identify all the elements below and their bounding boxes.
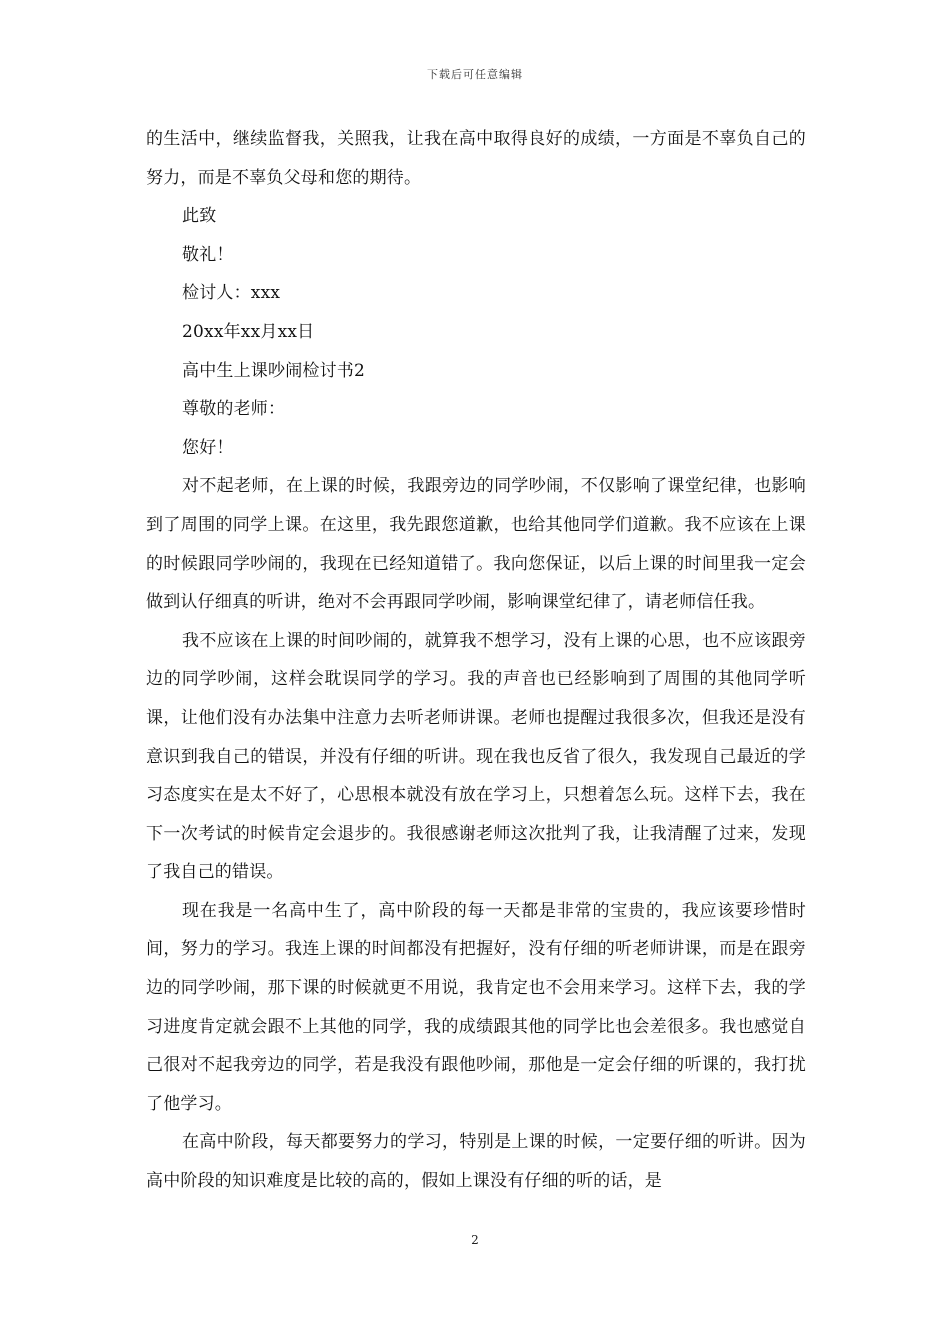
signature-line: 检讨人：xxx bbox=[182, 283, 281, 304]
body-paragraph: 对不起老师，在上课的时候，我跟旁边的同学吵闹，不仅影响了课堂纪律，也影响到了周围的同学上课。在这里，我先跟您道歉，也给其他同学们道歉。我不应该在上课的时候跟同学吵闹的，我现在已经知道错了。我向您保证，以后上课的时间里我一定会做到认仔细真的听讲，绝对不会再跟同学吵闹，影响课堂纪律了，请老师信任我。 bbox=[146, 476, 806, 613]
greeting-recipient: 尊敬的老师： bbox=[182, 399, 286, 420]
body-paragraph: 现在我是一名高中生了，高中阶段的每一天都是非常的宝贵的，我应该要珍惜时间，努力的学习。我连上课的时间都没有把握好，没有仔细的听老师讲课，而是在跟旁边的同学吵闹，那下课的时候就更不用说，我肯定也不会用来学习。这样下去，我的学习进度肯定就会跟不上其他的同学，我的成绩跟其他的同学比也会差很多。我也感觉自己很对不起我旁边的同学，若是我没有跟他吵闹，那他是一定会仔细的听课的，我打扰了他学习。 bbox=[146, 900, 806, 1114]
section-title: 高中生上课吵闹检讨书2 bbox=[182, 360, 366, 381]
document-body bbox=[146, 120, 806, 1201]
page-number: 2 bbox=[471, 1233, 479, 1247]
date-line: 20xx年xx月xx日 bbox=[182, 321, 315, 342]
page-header: 下载后可任意编辑 bbox=[427, 68, 523, 81]
paragraph-continuation: 的生活中，继续监督我，关照我，让我在高中取得良好的成绩，一方面是不辜负自己的努力，而是不辜负父母和您的期待。 bbox=[146, 129, 806, 188]
closing-salutation: 此致 bbox=[182, 206, 217, 227]
closing-regards: 敬礼！ bbox=[182, 244, 234, 265]
greeting-hello: 您好！ bbox=[182, 437, 234, 458]
body-paragraph: 在高中阶段，每天都要努力的学习，特别是上课的时候，一定要仔细的听讲。因为高中阶段的知识难度是比较的高的，假如上课没有仔细的听的话，是 bbox=[146, 1132, 806, 1192]
body-paragraph: 我不应该在上课的时间吵闹的，就算我不想学习，没有上课的心思，也不应该跟旁边的同学吵闹，这样会耽误同学的学习。我的声音也已经影响到了周围的其他同学听课，让他们没有办法集中注意力去听老师讲课。老师也提醒过我很多次，但我还是没有意识到我自己的错误，并没有仔细的听讲。现在我也反省了很久，我发现自己最近的学习态度实在是太不好了，心思根本就没有放在学习上，只想着怎么玩。这样下去，我在下一次考试的时候肯定会退步的。我很感谢老师这次批判了我，让我清醒了过来，发现了我自己的错误。 bbox=[146, 630, 806, 883]
